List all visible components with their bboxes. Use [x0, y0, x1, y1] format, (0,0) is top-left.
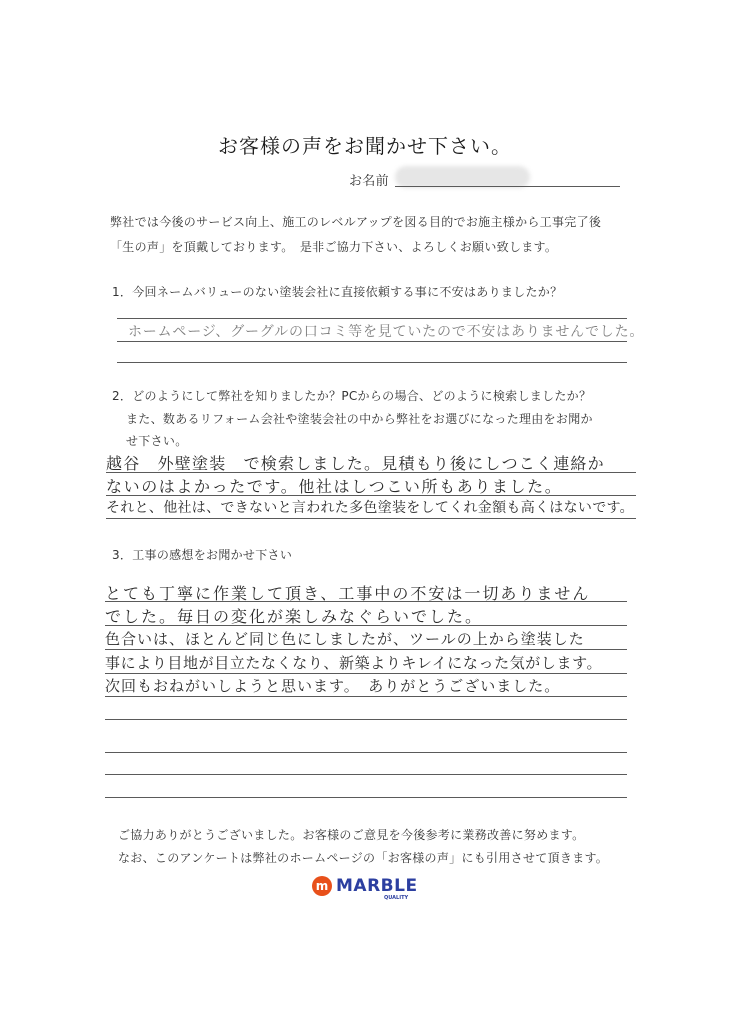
q2-answer-line	[106, 518, 636, 519]
question-2-line-3: せ下さい。	[126, 434, 188, 448]
name-redaction	[395, 166, 530, 188]
intro-line-2: 「生の声」を頂戴しております。 是非ご協力下さい、よろしくお願い致します。	[110, 240, 558, 254]
logo-name: MARBLE	[336, 876, 418, 896]
intro-line-1: 弊社では今後のサービス向上、施工のレベルアップを図る目的でお施主様から工事完了後	[110, 215, 602, 229]
logo-sub: QUALITY	[384, 895, 409, 901]
q1-answer-1: ホームページ、グーグルの口コミ等を見ていたので不安はありませんでした。	[128, 324, 645, 340]
q3-answer-line	[105, 673, 627, 674]
closing-line-1: ご協力ありがとうございました。お客様のご意見を今後参考に業務改善に努めます。	[118, 828, 585, 842]
question-3: 3．工事の感想をお聞かせ下さい	[112, 548, 293, 562]
q3-answer-3: 色合いは、ほとんど同じ色にしましたが、ツールの上から塗装した	[105, 630, 585, 648]
page-title: お客様の声をお聞かせ下さい。	[218, 134, 512, 158]
q3-answer-line	[105, 601, 627, 602]
q2-answer-3: それと、他社は、できないと言われた多色塗装をしてくれ金額も高くはないです。	[106, 500, 634, 516]
q3-answer-line	[105, 719, 627, 720]
name-label: お名前	[349, 174, 389, 189]
name-underline	[395, 186, 620, 187]
q3-answer-2: でした。毎日の変化が楽しみなぐらいでした。	[105, 607, 484, 626]
q2-answer-2: ないのはよかったです。他社はしつこい所もありました。	[106, 477, 563, 496]
q3-answer-line	[105, 649, 627, 650]
q1-answer-line	[117, 318, 627, 319]
marble-logo	[312, 876, 418, 896]
question-2-line-1: 2．どのようにして弊社を知りましたか？PCからの場合、どのように検索しましたか？	[112, 389, 592, 403]
q3-answer-line	[105, 625, 627, 626]
q3-answer-1: とても丁寧に作業して頂き、工事中の不安は一切ありません	[105, 584, 591, 603]
q2-answer-line	[106, 472, 636, 473]
q3-answer-line	[105, 752, 627, 753]
q3-answer-line	[105, 774, 627, 775]
closing-line-2: なお、このアンケートは弊社のホームページの「お客様の声」にも引用させて頂きます。	[118, 851, 609, 865]
q1-answer-line	[117, 362, 627, 363]
q3-answer-4: 事により目地が目立たなくなり、新築よりキレイになった気がします。	[105, 654, 603, 672]
q3-answer-line	[105, 696, 627, 697]
q2-answer-line	[106, 495, 636, 496]
q3-answer-line	[105, 797, 627, 798]
q2-answer-1: 越谷 外壁塗装 で検索しました。見積もり後にしつこく連絡か	[106, 454, 605, 473]
logo-badge-icon: m	[312, 876, 332, 896]
q1-answer-line	[117, 341, 627, 342]
question-1: 1．今回ネームバリューのない塗装会社に直接依頼する事に不安はありましたか？	[112, 285, 563, 299]
q3-answer-5: 次回もおねがいしようと思います。 ありがとうございました。	[105, 677, 561, 695]
question-2-line-2: また、数あるリフォーム会社や塗装会社の中から弊社をお選びになった理由をお聞か	[126, 412, 593, 426]
